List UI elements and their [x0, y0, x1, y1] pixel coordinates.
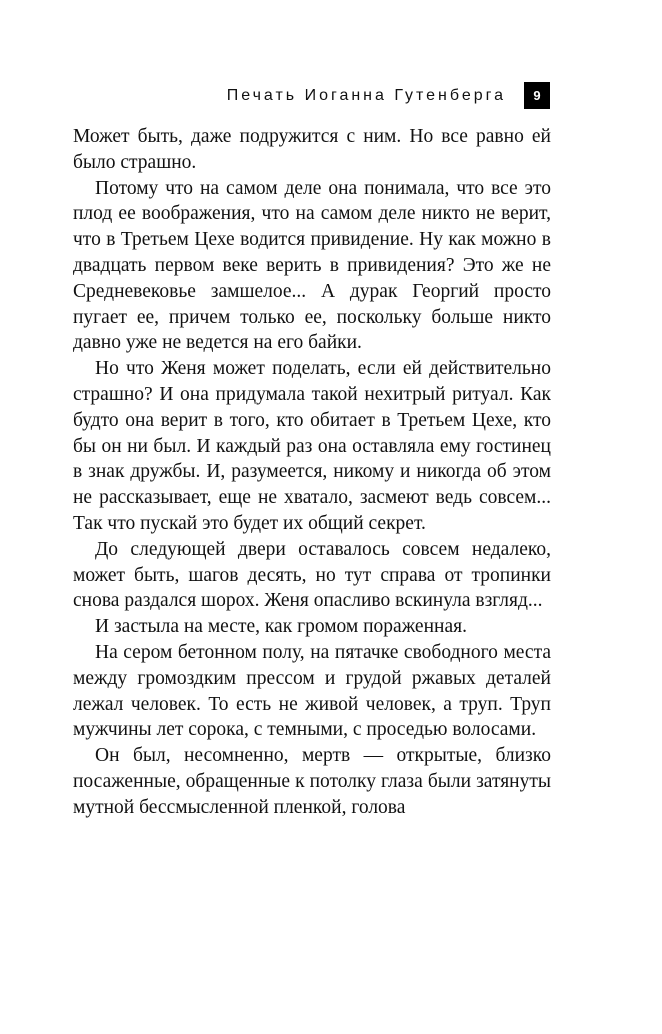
paragraph: До следующей двери оставалось совсем недалеко, может быть, шагов десять, но тут справа от тропинки снова раздался шорох. Женя опасливо вскинула взгляд...	[73, 538, 551, 612]
body-text	[73, 124, 551, 821]
paragraph: Может быть, даже подружится с ним. Но все равно ей было страшно.	[73, 126, 551, 173]
paragraph: И застыла на месте, как громом пораженная.	[95, 616, 467, 638]
paragraph: Но что Женя может поделать, если ей действительно страшно? И она придумала такой нехитрый ритуал. Как будто она верит в того, кто обитает в Третьем Цехе, кто бы он ни был. И каждый раз она оставляла ему гостинец в знак дружбы. И, разумеется, никому и никогда об этом не рассказывает, еще не хватало, засмеют ведь совсем... Так что пускай это будет их общий секрет.	[73, 358, 551, 534]
paragraph: На сером бетонном полу, на пятачке свободного места между громоздким прессом и грудой ржавых деталей лежал человек. То есть не живой человек, а труп. Труп мужчины лет сорока, с темными, с проседью волосами.	[73, 641, 551, 741]
paragraph: Он был, несомненно, мертв — открытые, близко посаженные, обращенные к потолку глаза были затянуты мутной бессмысленной пленкой, голова	[73, 745, 551, 818]
page-header	[227, 82, 550, 109]
paragraph: Потому что на самом деле она понимала, что все это плод ее воображения, что на самом деле никто не верит, что в Третьем Цехе водится привидение. Ну как можно в двадцать первом веке верить в привидения? Это же не Средневековье замшелое... А дурак Георгий просто пугает ее, причем только ее, поскольку больше никто давно уже не ведется на его байки.	[73, 177, 551, 354]
page-number: 9	[524, 82, 550, 109]
running-title: Печать Иоганна Гутенберга	[226, 86, 506, 104]
